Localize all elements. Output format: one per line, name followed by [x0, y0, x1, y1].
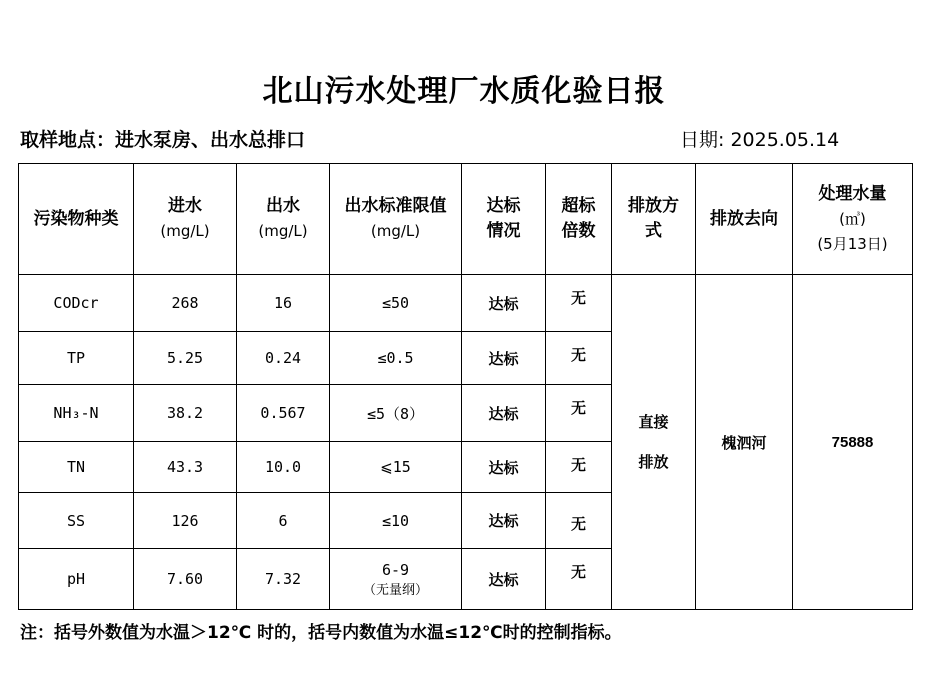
outflow-cell: 16 [237, 275, 330, 332]
inflow-cell: 38.2 [134, 385, 237, 442]
inflow-cell: 7.60 [134, 549, 237, 610]
header-outflow: 出水 (mg/L) [237, 164, 330, 275]
inflow-cell: 268 [134, 275, 237, 332]
water-quality-table [18, 163, 913, 610]
header-exceed: 超标 倍数 [546, 164, 612, 275]
outflow-cell: 7.32 [237, 549, 330, 610]
pollutant-cell: TP [19, 332, 134, 385]
pollutant-cell: NH₃-N [19, 385, 134, 442]
inflow-cell: 43.3 [134, 442, 237, 493]
header-volume: 处理水量 (㎥) (5月13日) [793, 164, 913, 275]
status-cell: 达标 [462, 442, 546, 493]
inflow-cell: 5.25 [134, 332, 237, 385]
header-destination: 排放去向 [696, 164, 793, 275]
pollutant-cell: TN [19, 442, 134, 493]
pollutant-cell: SS [19, 493, 134, 549]
limit-cell: ≤10 [330, 493, 462, 549]
table-header-row [19, 164, 913, 275]
outflow-cell: 10.0 [237, 442, 330, 493]
footer-note: 注：括号外数值为水温＞12℃ 时的，括号内数值为水温≤12℃时的控制指标。 [20, 623, 622, 643]
limit-cell [330, 549, 462, 610]
outflow-cell: 6 [237, 493, 330, 549]
exceed-cell: 无 [546, 493, 612, 549]
header-inflow: 进水 (mg/L) [134, 164, 237, 275]
status-cell: 达标 [462, 275, 546, 332]
table-row [19, 275, 913, 332]
limit-cell: ≤50 [330, 275, 462, 332]
status-cell: 达标 [462, 385, 546, 442]
exceed-cell: 无 [546, 385, 612, 442]
limit-cell: ≤0.5 [330, 332, 462, 385]
exceed-cell: 无 [546, 275, 612, 332]
header-method: 排放方 式 [612, 164, 696, 275]
limit-cell: ⩽15 [330, 442, 462, 493]
pollutant-cell: pH [19, 549, 134, 610]
status-cell: 达标 [462, 549, 546, 610]
exceed-cell: 无 [546, 549, 612, 610]
treated-volume-cell: 75888 [793, 275, 913, 610]
header-limit: 出水标准限值 (mg/L) [330, 164, 462, 275]
report-title: 北山污水处理厂水质化验日报 [262, 74, 666, 109]
exceed-cell: 无 [546, 332, 612, 385]
sampling-location: 取样地点：进水泵房、出水总排口 [20, 129, 306, 151]
header-status: 达标 情况 [462, 164, 546, 275]
report-date: 日期: 2025.05.14 [680, 129, 840, 151]
discharge-method-cell: 直接 排放 [612, 275, 696, 610]
limit-value: 6-9 [381, 560, 410, 579]
header-pollutant: 污染物种类 [19, 164, 134, 275]
pollutant-cell: CODcr [19, 275, 134, 332]
status-cell: 达标 [462, 493, 546, 549]
limit-note: （无量纲） [362, 582, 428, 598]
outflow-cell: 0.567 [237, 385, 330, 442]
inflow-cell: 126 [134, 493, 237, 549]
exceed-cell: 无 [546, 442, 612, 493]
discharge-destination-cell: 槐泗河 [696, 275, 793, 610]
status-cell: 达标 [462, 332, 546, 385]
limit-cell: ≤5（8） [330, 385, 462, 442]
outflow-cell: 0.24 [237, 332, 330, 385]
